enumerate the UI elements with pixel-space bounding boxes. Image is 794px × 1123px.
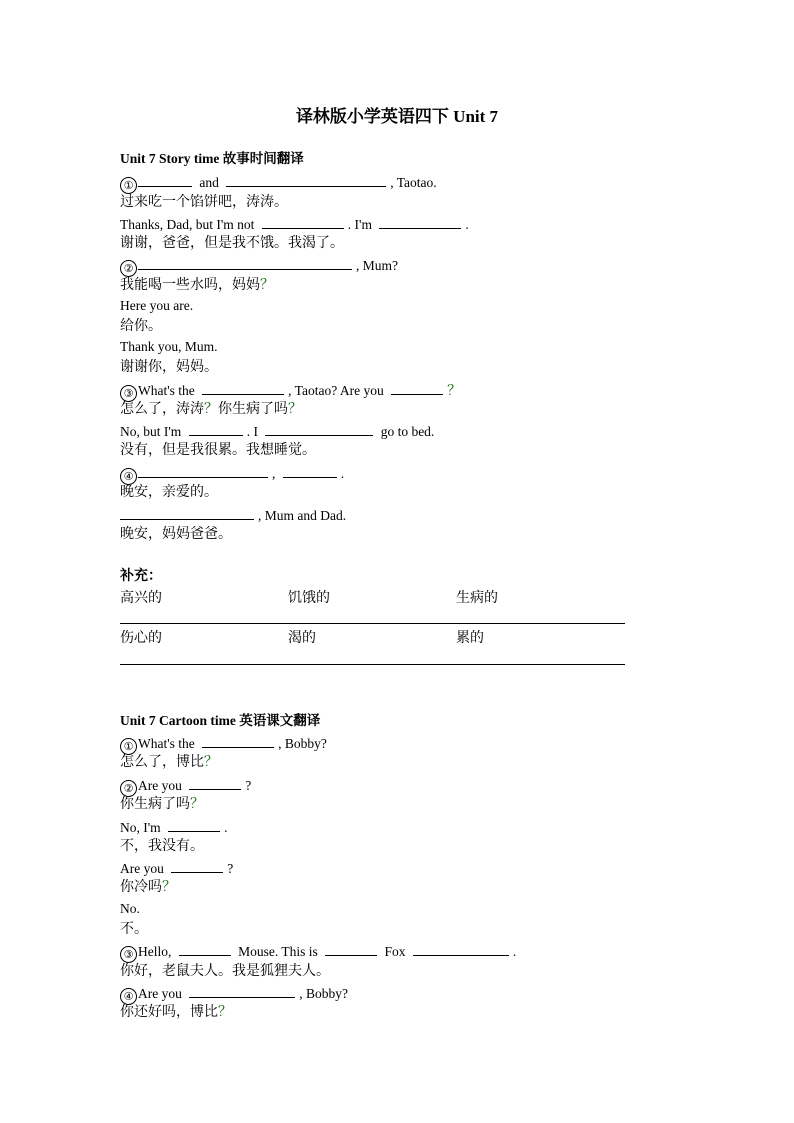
blank — [202, 380, 284, 395]
word-tired: 累的 — [456, 630, 484, 646]
story-line-10: 谢谢你，妈妈。 — [120, 359, 218, 375]
cartoon-line-8 — [120, 878, 176, 896]
text: No, I'm — [120, 820, 161, 835]
text: 怎么了，博比 — [120, 754, 204, 770]
question-mark: ？ — [260, 277, 274, 293]
text: Mouse. This is — [238, 944, 318, 959]
text: , Mum and Dad. — [258, 508, 347, 523]
text: and — [199, 175, 219, 190]
text: No, but I'm — [120, 424, 182, 439]
page-title: 译林版小学英语四下 Unit 7 — [295, 107, 499, 126]
story-line-1 — [120, 172, 437, 194]
cartoon-heading: Unit 7 Cartoon time 英语课文翻译 — [120, 713, 321, 728]
question-mark: ？ — [204, 401, 218, 417]
story-line-15 — [120, 463, 344, 485]
story-line-2: 过来吃一个馅饼吧，涛涛。 — [120, 194, 288, 210]
number-2: ② — [120, 780, 137, 797]
blank — [179, 941, 231, 956]
blank — [189, 983, 295, 998]
answer-line — [120, 623, 625, 624]
blank — [325, 941, 377, 956]
question-mark: ？ — [162, 879, 176, 895]
story-line-13 — [120, 421, 434, 441]
story-line-11 — [120, 380, 461, 402]
text: , Mum? — [356, 258, 398, 273]
cartoon-line-10: 不。 — [120, 921, 148, 937]
word-thirsty: 渴的 — [288, 630, 316, 646]
word-ill: 生病的 — [456, 590, 498, 606]
word-happy: 高兴的 — [120, 590, 162, 606]
text: 我能喝一些水吗，妈妈 — [120, 277, 260, 293]
blank — [171, 858, 223, 873]
story-line-5 — [120, 255, 398, 277]
cartoon-line-5 — [120, 817, 227, 837]
text: , — [272, 466, 276, 481]
story-line-18: 晚安，妈妈爸爸。 — [120, 526, 232, 542]
blank — [189, 775, 241, 790]
number-4: ④ — [120, 468, 137, 485]
text: . I — [246, 424, 258, 439]
text: Are you — [120, 861, 164, 876]
text: , Bobby? — [299, 986, 348, 1001]
blank — [391, 380, 443, 395]
number-2: ② — [120, 260, 137, 277]
story-line-14: 没有，但是我很累。我想睡觉。 — [120, 442, 316, 458]
text: 怎么了，涛涛 — [120, 401, 204, 417]
text: , Bobby? — [278, 736, 327, 751]
text: . — [512, 944, 517, 959]
story-line-7: Here you are. — [120, 298, 194, 313]
word-sad: 伤心的 — [120, 630, 162, 646]
text: . — [340, 466, 345, 481]
story-line-12 — [120, 400, 302, 418]
cartoon-line-2 — [120, 753, 218, 771]
cartoon-line-6: 不，我没有。 — [120, 838, 204, 854]
story-line-6 — [120, 276, 274, 294]
text: Hello, — [138, 944, 172, 959]
text: go to bed. — [380, 424, 435, 439]
blank — [262, 214, 344, 229]
cartoon-line-3 — [120, 775, 251, 797]
blank — [226, 172, 386, 187]
text: 你生病了吗 — [218, 401, 288, 417]
blank — [189, 421, 243, 436]
story-line-4: 谢谢，爸爸，但是我不饿。我渴了。 — [120, 235, 344, 251]
text: 你还好吗，博比 — [120, 1004, 218, 1020]
text: . I'm — [347, 217, 372, 232]
story-heading: Unit 7 Story time 故事时间翻译 — [120, 151, 304, 166]
blank — [283, 463, 337, 478]
blank — [138, 255, 352, 270]
blank — [138, 463, 268, 478]
number-3: ③ — [120, 946, 137, 963]
blank — [413, 941, 509, 956]
cartoon-line-4 — [120, 795, 204, 813]
text: ? — [245, 778, 252, 793]
word-hungry: 饥饿的 — [288, 590, 330, 606]
story-line-9: Thank you, Mum. — [120, 339, 218, 354]
question-mark: ？ — [447, 383, 462, 399]
story-line-8: 给你。 — [120, 318, 162, 334]
blank — [202, 733, 274, 748]
number-1: ① — [120, 738, 137, 755]
text: ? — [227, 861, 234, 876]
blank — [379, 214, 461, 229]
question-mark: ？ — [218, 1004, 232, 1020]
text: Fox — [384, 944, 406, 959]
cartoon-line-1 — [120, 733, 327, 755]
cartoon-line-7 — [120, 858, 233, 878]
text: What's the — [138, 383, 195, 398]
blank — [168, 817, 220, 832]
number-4: ④ — [120, 988, 137, 1005]
question-mark: ？ — [288, 401, 302, 417]
text: , Taotao? Are you — [288, 383, 384, 398]
blank — [120, 505, 254, 520]
text: Are you — [138, 986, 182, 1001]
story-line-16: 晚安，亲爱的。 — [120, 484, 218, 500]
blank — [138, 172, 192, 187]
story-line-17 — [120, 505, 346, 525]
text: What's the — [138, 736, 195, 751]
story-line-3 — [120, 214, 469, 234]
cartoon-line-11 — [120, 941, 516, 963]
text: 你生病了吗 — [120, 796, 190, 812]
text: Thanks, Dad, but I'm not — [120, 217, 255, 232]
cartoon-line-14 — [120, 1003, 232, 1021]
text: , Taotao. — [390, 175, 437, 190]
text: Are you — [138, 778, 182, 793]
cartoon-line-9: No. — [120, 901, 140, 916]
blank — [265, 421, 373, 436]
cartoon-line-13 — [120, 983, 348, 1005]
text: . — [224, 820, 228, 835]
answer-line — [120, 664, 625, 665]
question-mark: ？ — [190, 796, 204, 812]
number-1: ① — [120, 177, 137, 194]
number-3: ③ — [120, 385, 137, 402]
supplement-label: 补充： — [120, 568, 162, 584]
text: 你冷吗 — [120, 879, 162, 895]
question-mark: ？ — [204, 754, 218, 770]
text: . — [465, 217, 469, 232]
cartoon-line-12: 你好，老鼠夫人。我是狐狸夫人。 — [120, 963, 330, 979]
